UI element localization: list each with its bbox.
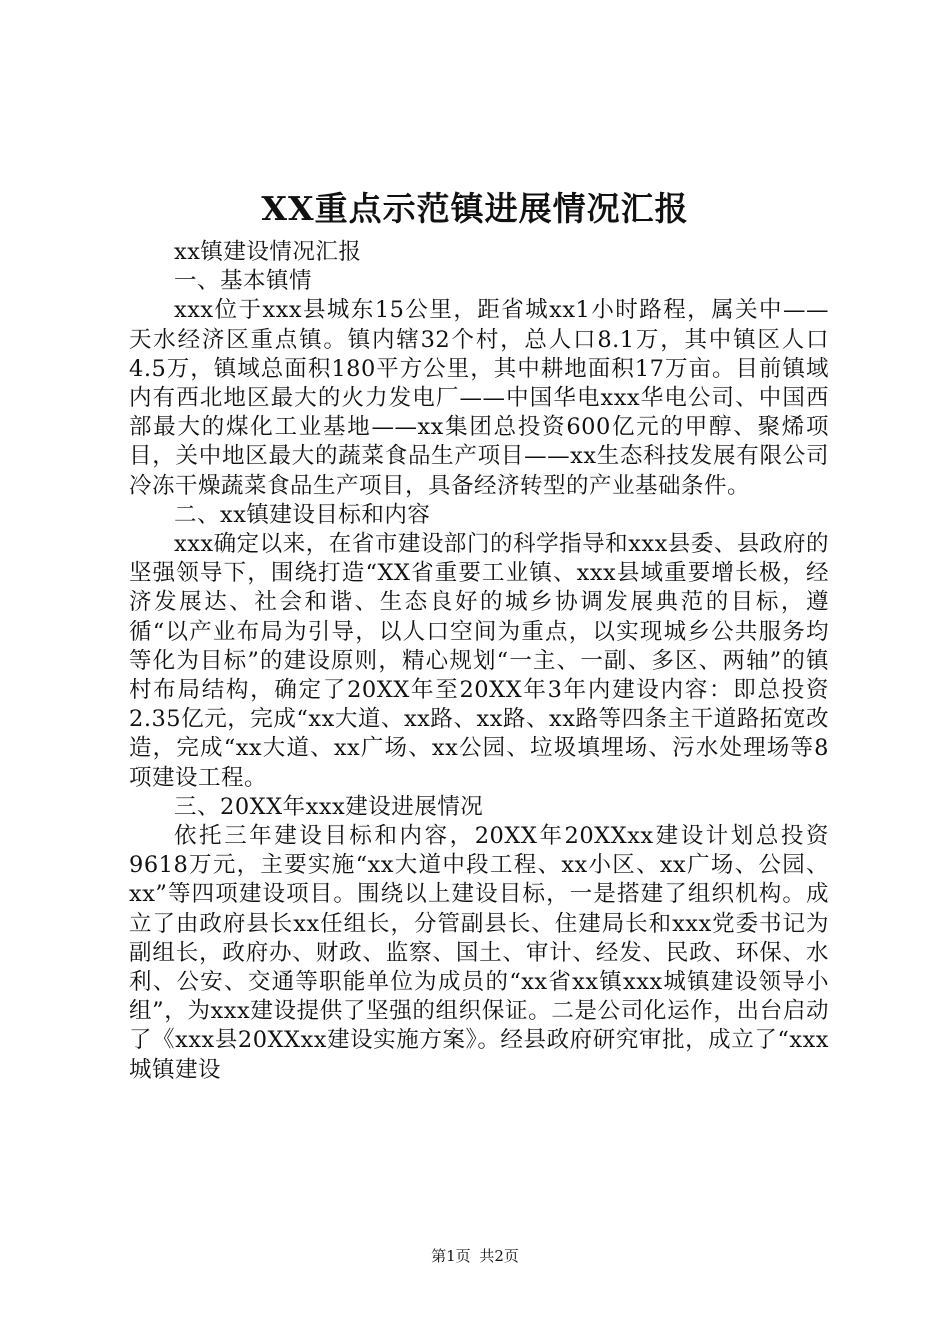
section-heading-3: 三、20XX年xxx建设进展情况 xyxy=(174,793,484,820)
document-body xyxy=(129,238,829,1085)
page-number: 第1页 xyxy=(431,1247,471,1265)
page-footer xyxy=(0,1246,950,1266)
paragraph-subtitle: xx镇建设情况汇报 xyxy=(174,239,362,265)
paragraph-basic-info: xxx位于xxx县城东15公里，距省城xx1小时路程，属关中——天水经济区重点镇。镇内辖32个村，总人口8.1万，其中镇区人口4.5万，镇域总面积180平方公里，其中耕地面积17万亩。目前镇域内有西北地区最大的火力发电厂——中国华电xxx华电公司、中国西部最大的煤化工业基地——xx集团总投资600亿元的甲醇、聚烯项目，关中地区最大的蔬菜食品生产项目——xx生态科技发展有限公司冷冻干燥蔬菜食品生产项目，具备经济转型的产业基础条件。 xyxy=(129,297,829,499)
section-heading-2: 二、xx镇建设目标和内容 xyxy=(174,501,431,528)
paragraph-progress: 依托三年建设目标和内容，20XX年20XXxx建设计划总投资9618万元，主要实施“xx大道中段工程、xx小区、xx广场、公园、xx”等四项建设项目。围绕以上建设目标，一是搭建了组织机构。成立了由政府县长xx任组长，分管副县长、住建局长和xxx党委书记为副组长，政府办、财政、监察、国土、审计、经发、民政、环保、水利、公安、交通等职能单位为成员的“xx省xx镇xxx城镇建设领导小组”，为xxx建设提供了坚强的组织保证。二是公司化运作，出台启动了《xxx县20XXxx建设实施方案》。经县政府研究审批，成立了“xxx城镇建设 xyxy=(129,823,829,1083)
page-total: 共2页 xyxy=(479,1247,519,1265)
paragraph-goals: xxx确定以来，在省市建设部门的科学指导和xxx县委、县政府的坚强领导下，围绕打造“XX省重要工业镇、xxx县域重要增长极，经济发展达、社会和谐、生态良好的城乡协调发展典范的目标，遵循“以产业布局为引导，以人口空间为重点，以实现城乡公共服务均等化为目标”的建设原则，精心规划“一主、一副、多区、两轴”的镇村布局结构，确定了20XX年至20XX年3年内建设内容：即总投资2.35亿元，完成“xx大道、xx路、xx路、xx路等四条主干道路拓宽改造，完成“xx大道、xx广场、xx公园、垃圾填埋场、污水处理场等8项建设工程。 xyxy=(129,531,829,791)
section-heading-1: 一、基本镇情 xyxy=(174,268,313,295)
document-title: XX重点示范镇进展情况汇报 xyxy=(261,189,689,228)
